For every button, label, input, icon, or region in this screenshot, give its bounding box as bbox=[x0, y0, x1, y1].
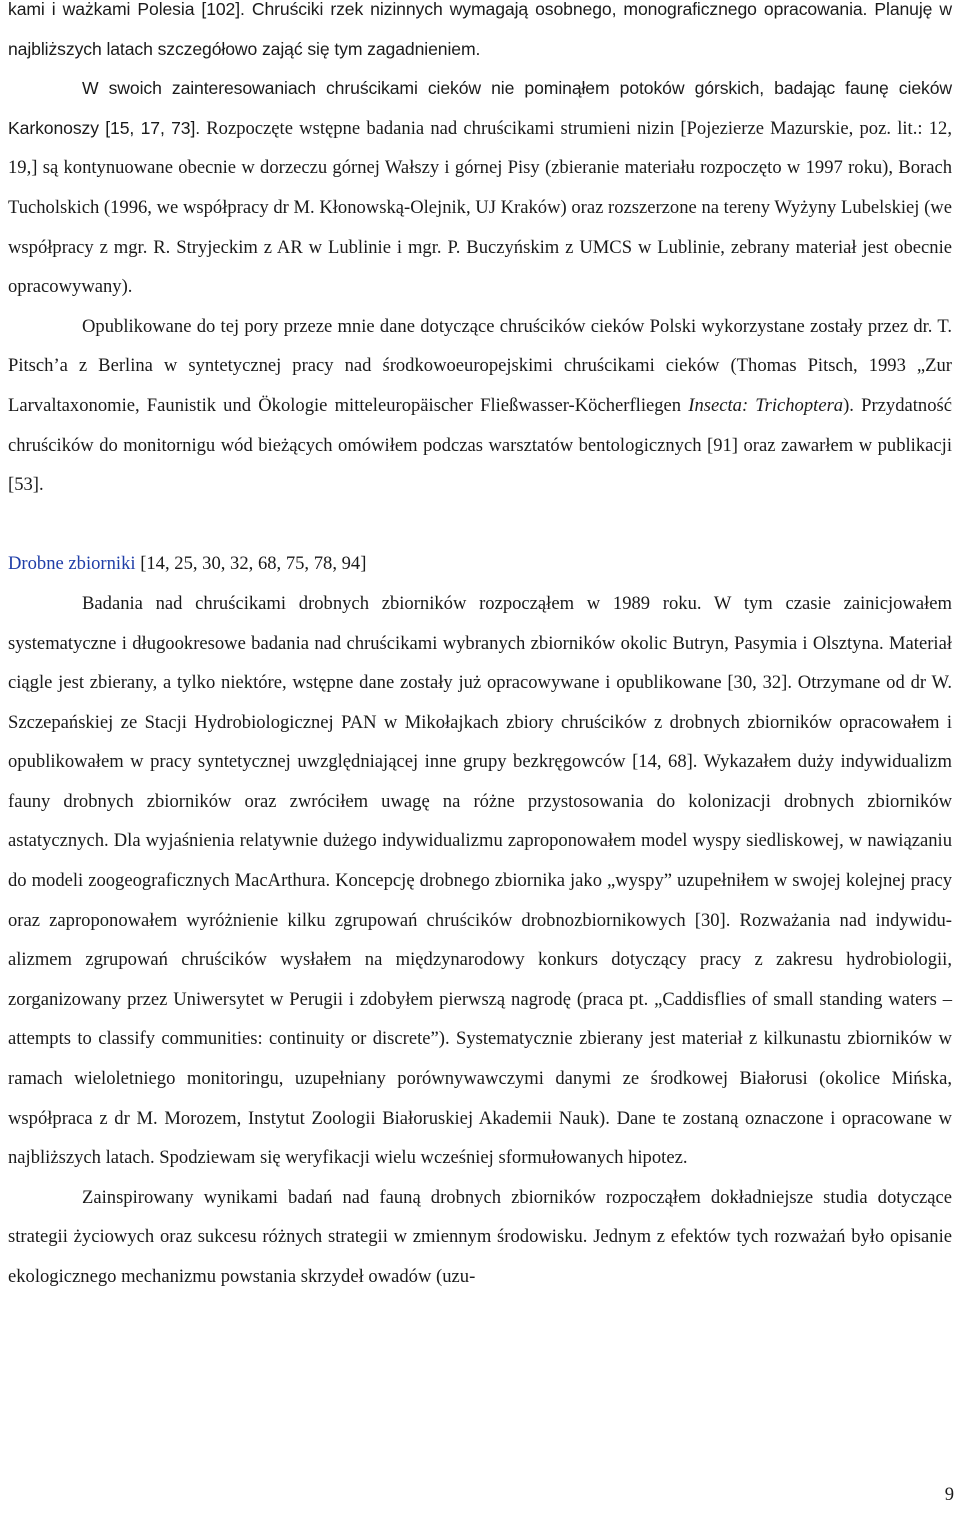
paragraph-life-strategies: Zainspirowany wynikami badań nad fauną drobnych zbiorników rozpocząłem dokładniejsze studia dotyczące strategii życiowych oraz sukcesu różnych strategii w zmiennym środowisku. Jednym z efektów tych rozważań było opisanie ekologicznego mechanizmu powstania skrzydeł owadów (uzu- bbox=[8, 1186, 952, 1287]
page-number: 9 bbox=[944, 1484, 954, 1505]
paragraph-pitsch-part-a: Opublikowane do tej pory przeze mnie dane dotyczące chruścików cieków Polski wykorzystane zostały przez dr. T. Pitsch’a z Berlina w syntetycznej pracy nad środkowoeuropejskimi chruścikami cieków (Thomas Pitsch, 1993 „Zur Larvaltaxonomie, Faunistik und Ökologie mitteleuropäischer Fließwasser-Köcherfliegen bbox=[8, 315, 952, 416]
taxon-italic: Insecta: Trichoptera bbox=[688, 394, 844, 416]
paragraph-pitsch-part-b: ). Przydatność chruścików do monitornigu wód bieżących omówiłem podczas warsztatów bentologicznych [91] oraz zawarłem w publikacji [53]. bbox=[8, 394, 952, 496]
document-page bbox=[8, 0, 952, 1297]
paragraph-mountain-streams-rest: Rozpoczęte wstępne badania nad chruścikami strumieni nizin [Pojezierze Mazurskie, poz. lit.: 12, 19,] są kontynuowane obecnie w dorzeczu górnej Wałszy i górnej Pisy (zbieranie materiału rozpoczęto w 1997 roku), Borach Tucholskich (1996, we współpracy dr M. Kłonowską-Olejnik, UJ Kraków) oraz rozszerzone na tereny Wyżyny Lubelskiej (we współpracy z mgr. R. Stryjeckim z AR w Lublinie i mgr. P. Buczyńskim z UMCS w Lublinie, zebrany materiał jest obecnie opracowywany). bbox=[8, 117, 952, 298]
section-heading bbox=[8, 544, 952, 584]
paragraph-mountain-streams bbox=[8, 69, 952, 307]
paragraph-small-reservoirs: Badania nad chruścikami drobnych zbiorników rozpocząłem w 1989 roku. W tym czasie zainicjowałem systematyczne i długookresowe badania nad chruścikami wybranych zbiorników okolic Butryn, Pasymia i Olsztyna. Materiał ciągle jest zbierany, a tylko niektóre, wstępne dane zostały już opracowywane i opublikowane [30, 32]. Otrzymane od dr W. Szczepańskiej ze Stacji Hydrobiologicznej PAN w Mikołajkach zbiory chruścików z drobnych zbiorników opracowałem i opublikowałem w pracy syntetycznej uwzględniającej inne grupy bezkręgowców [14, 68]. Wykazałem duży indywidualizm fauny drobnych zbiorników oraz zwróciłem uwagę na różne przystosowania do kolonizacji drobnych zbiorników astatycznych. Dla wyjaśnienia relatywnie dużego indywidualizmu zaproponowałem model wyspy siedliskowej, w nawiązaniu do modeli zoogeograficznych MacArthura. Koncepcję drobnego zbiornika jako „wyspy” uzupełniłem w swojej kolejnej pracy oraz zaproponowałem wyróżnienie kilku zgrupowań chruścików drobnozbiornikowych [30]. Rozważania nad indywidualizmem zgrupowań chruścików wysłałem na międzynarodowy konkurs dotyczący pracy z zakresu hydrobiologii, zorganizowany przez Uniwersytet w Perugii i zdobyłem pierwszą nagrodę (praca pt. „Caddisflies of small standing waters – attempts to classify communities: continuity or discrete”). Systematycznie zbierany jest materiał z kilkunastu zbiorników w ramach wieloletniego monitoringu, uzupełniany porównywawczymi danymi ze środkowej Białorusi (okolice Mińska, współpraca z dr M. Morozem, Instytut Zoologii Białoruskiej Akademii Nauk). Dane te zostaną oznaczone i opracowane w najbliższych latach. Spodziewam się weryfikacji wielu wcześniej sformułowanych hipotez. bbox=[8, 592, 952, 1169]
paragraph-mountain-streams-sans: W swoich zainteresowaniach chruścikami cieków nie pominąłem potoków górskich, badając faunę cieków Karkonoszy [15, 17, 73]. bbox=[8, 78, 952, 138]
paragraph-continuation: kami i ważkami Polesia [102]. Chruściki rzek nizinnych wymagają osobnego, monograficznego opracowania. Planuję w najbliższych latach szczegółowo zająć się tym zagadnieniem. bbox=[8, 0, 952, 59]
paragraph-pitsch-publication bbox=[8, 307, 952, 505]
section-heading-refs: [14, 25, 30, 32, 68, 75, 78, 94] bbox=[135, 553, 367, 575]
section-heading-title: Drobne zbiorniki bbox=[8, 553, 136, 575]
